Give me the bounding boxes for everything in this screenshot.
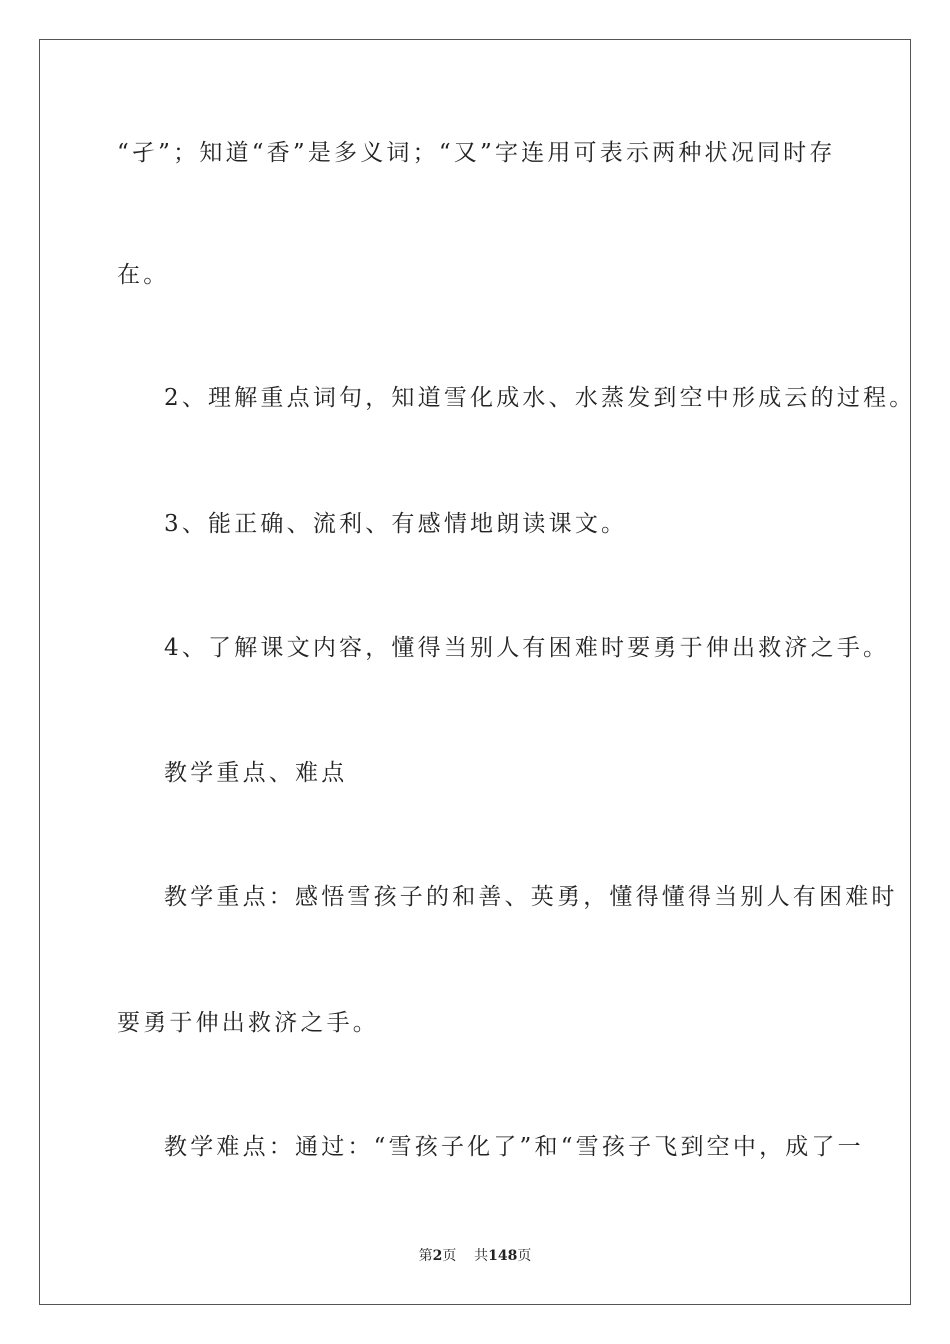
page-footer	[0, 1247, 950, 1265]
text-line-4: 3、能正确、流利、有感情地朗读课文。	[164, 511, 628, 537]
footer-total-pages: 148	[488, 1248, 518, 1264]
text-line-2: 在。	[117, 262, 170, 288]
footer-total-suffix: 页	[517, 1248, 532, 1264]
page-border	[39, 39, 911, 1305]
text-line-7: 教学重点：感悟雪孩子的和善、英勇，懂得懂得当别人有困难时	[164, 884, 898, 910]
footer-total-prefix: 共	[474, 1248, 489, 1264]
text-line-9: 教学难点：通过：“雪孩子化了”和“雪孩子飞到空中，成了一	[164, 1134, 864, 1160]
text-line-3: 2、理解重点词句，知道雪化成水、水蒸发到空中形成云的过程。	[164, 385, 916, 411]
text-line-8: 要勇于伸出救济之手。	[117, 1010, 379, 1036]
text-line-5: 4、了解课文内容，懂得当别人有困难时要勇于伸出救济之手。	[164, 635, 890, 661]
section-heading: 教学重点、难点	[164, 760, 348, 786]
footer-page-suffix: 页	[442, 1248, 457, 1264]
footer-prefix: 第	[418, 1248, 433, 1264]
text-line-1: “孑”；知道“香”是多义词；“又”字连用可表示两种状况同时存	[117, 140, 836, 166]
footer-page-number: 2	[432, 1248, 443, 1264]
